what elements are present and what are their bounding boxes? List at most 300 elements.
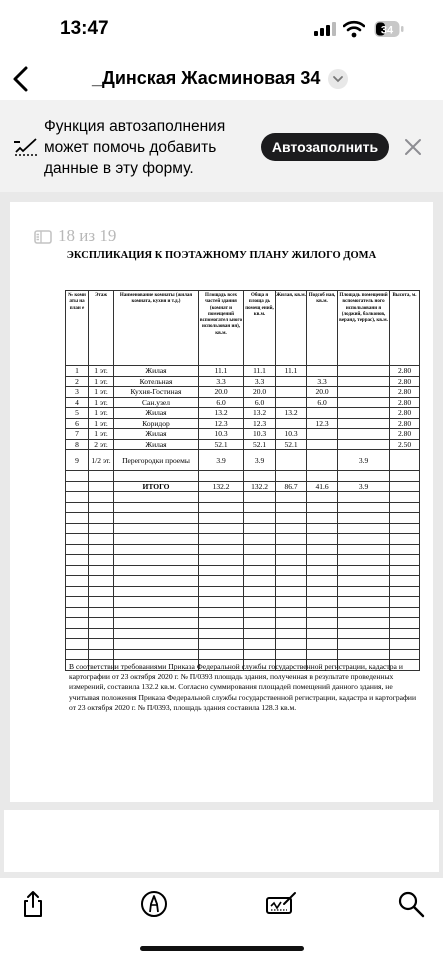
table-cell: [244, 555, 276, 566]
table-row: [66, 387, 420, 398]
table-cell: 11.1: [199, 366, 244, 377]
table-cell: [338, 555, 390, 566]
table-cell: [276, 544, 307, 555]
table-cell: [114, 628, 199, 639]
table-cell: [114, 639, 199, 650]
table-cell: [307, 534, 338, 545]
table-cell: 20.0: [244, 387, 276, 398]
table-cell: 3.9: [338, 481, 390, 492]
table-cell: [66, 523, 89, 534]
table-cell: Котельная: [114, 376, 199, 387]
table-cell: [338, 366, 390, 377]
table-cell: [199, 534, 244, 545]
table-header-row: [66, 291, 420, 366]
table-cell: [66, 513, 89, 524]
table-cell: [244, 639, 276, 650]
table-cell: [338, 649, 390, 660]
table-cell: [199, 586, 244, 597]
table-cell: [276, 607, 307, 618]
table-cell: [307, 492, 338, 503]
table-cell: 2.80: [390, 418, 420, 429]
document-viewer[interactable]: [0, 192, 443, 878]
table-cell: [89, 607, 114, 618]
table-cell: [66, 597, 89, 608]
table-cell: 20.0: [199, 387, 244, 398]
document-title[interactable]: _Динская Жасминовая 34: [92, 68, 321, 88]
table-cell: [307, 576, 338, 587]
table-cell: 9: [66, 450, 89, 471]
table-cell: 3.3: [244, 376, 276, 387]
table-cell: [66, 649, 89, 660]
table-cell: [66, 534, 89, 545]
table-cell: 86.7: [276, 481, 307, 492]
table-cell: [307, 639, 338, 650]
table-cell: 1 эт.: [89, 408, 114, 419]
table-cell: 2.80: [390, 397, 420, 408]
table-row: [66, 429, 420, 440]
table-row: [66, 366, 420, 377]
table-cell: [114, 544, 199, 555]
table-cell: [390, 544, 420, 555]
table-cell: [338, 523, 390, 534]
table-cell: [66, 544, 89, 555]
table-cell: [390, 481, 420, 492]
table-cell: [338, 618, 390, 629]
table-cell: [89, 534, 114, 545]
table-cell: [276, 639, 307, 650]
table-row: [66, 376, 420, 387]
table-cell: [199, 628, 244, 639]
table-cell: 1 эт.: [89, 418, 114, 429]
table-cell: [89, 586, 114, 597]
table-cell: [199, 544, 244, 555]
table-cell: 2 эт.: [89, 439, 114, 450]
table-cell: 5: [66, 408, 89, 419]
table-cell: Кухня-Гостиная: [114, 387, 199, 398]
autofill-button[interactable]: Автозаполнить: [261, 133, 389, 161]
table-cell: [66, 639, 89, 650]
table-cell: [390, 607, 420, 618]
table-cell: [390, 471, 420, 482]
table-cell: [307, 523, 338, 534]
table-cell: [390, 502, 420, 513]
table-cell: [199, 513, 244, 524]
table-cell: Коридор: [114, 418, 199, 429]
table-cell: [307, 586, 338, 597]
column-header: Площадь всех частей здания (комнат и помещений вспомогател ьного использован ия), кв.м.: [199, 291, 244, 366]
empty-table-row: [66, 576, 420, 587]
table-cell: [199, 618, 244, 629]
table-cell: [89, 597, 114, 608]
table-cell: [276, 471, 307, 482]
table-cell: 132.2: [244, 481, 276, 492]
table-cell: [244, 576, 276, 587]
table-cell: [89, 555, 114, 566]
empty-table-row: [66, 513, 420, 524]
table-cell: [307, 628, 338, 639]
table-cell: 20.0: [307, 387, 338, 398]
table-cell: [114, 523, 199, 534]
table-cell: 4: [66, 397, 89, 408]
table-cell: [390, 597, 420, 608]
table-cell: [199, 597, 244, 608]
chevron-down-icon: [328, 69, 348, 89]
table-cell: 2.80: [390, 366, 420, 377]
table-cell: Жилая: [114, 439, 199, 450]
table-row: [66, 418, 420, 429]
table-cell: [338, 429, 390, 440]
table-cell: 6: [66, 418, 89, 429]
table-cell: [338, 534, 390, 545]
table-cell: [276, 597, 307, 608]
document-heading: ЭКСПЛИКАЦИЯ К ПОЭТАЖНОМУ ПЛАНУ ЖИЛОГО ДОМА: [66, 250, 377, 261]
table-cell: 2.80: [390, 429, 420, 440]
page-counter: 18 из 19: [58, 226, 117, 245]
table-cell: 1 эт.: [89, 387, 114, 398]
table-cell: [89, 481, 114, 492]
table-cell: [276, 618, 307, 629]
table-cell: [276, 576, 307, 587]
empty-table-row: [66, 628, 420, 639]
table-cell: [199, 576, 244, 587]
table-cell: [66, 618, 89, 629]
table-cell: [89, 523, 114, 534]
table-cell: [338, 439, 390, 450]
table-cell: 2.80: [390, 408, 420, 419]
table-cell: [338, 639, 390, 650]
table-cell: [89, 565, 114, 576]
table-cell: [307, 544, 338, 555]
table-cell: [114, 513, 199, 524]
table-cell: [114, 597, 199, 608]
table-cell: [307, 366, 338, 377]
table-cell: [276, 450, 307, 471]
empty-table-row: [66, 618, 420, 629]
markup-pen-icon[interactable]: [140, 890, 168, 918]
table-row: [66, 481, 420, 492]
navigation-bar: [0, 60, 443, 100]
table-cell: [276, 586, 307, 597]
table-cell: 12.3: [307, 418, 338, 429]
table-cell: [244, 649, 276, 660]
table-cell: 1 эт.: [89, 376, 114, 387]
table-cell: [89, 576, 114, 587]
table-cell: [307, 471, 338, 482]
table-cell: [338, 492, 390, 503]
column-header: № комн аты на план е: [66, 291, 89, 366]
table-cell: [114, 471, 199, 482]
table-cell: [390, 576, 420, 587]
empty-table-row: [66, 649, 420, 660]
empty-table-row: [66, 534, 420, 545]
table-cell: 10.3: [244, 429, 276, 440]
table-cell: [66, 471, 89, 482]
table-cell: [114, 618, 199, 629]
status-bar: [0, 0, 443, 60]
table-cell: 132.2: [199, 481, 244, 492]
autofill-message: Функция автозаполнения может помочь добавить данные в эту форму.: [44, 118, 226, 177]
table-cell: 2.50: [390, 439, 420, 450]
table-cell: [338, 387, 390, 398]
table-cell: [307, 649, 338, 660]
form-fill-icon: [14, 138, 40, 156]
home-indicator: [140, 946, 304, 951]
table-cell: [338, 502, 390, 513]
table-cell: [114, 534, 199, 545]
table-cell: [244, 534, 276, 545]
table-cell: [276, 555, 307, 566]
table-cell: [199, 649, 244, 660]
table-cell: [244, 586, 276, 597]
table-cell: [276, 387, 307, 398]
table-cell: [89, 618, 114, 629]
column-header: Обща я площа дь помещ ений, кв.м.: [244, 291, 276, 366]
close-icon[interactable]: [404, 138, 422, 156]
table-cell: [114, 502, 199, 513]
table-row: [66, 471, 420, 482]
table-cell: [338, 607, 390, 618]
table-cell: [66, 565, 89, 576]
title-menu-button[interactable]: [328, 69, 348, 89]
table-cell: Жилая: [114, 366, 199, 377]
table-cell: [244, 607, 276, 618]
column-header: Подсоб ная, кв.м.: [307, 291, 338, 366]
table-cell: [199, 555, 244, 566]
table-cell: 6.0: [244, 397, 276, 408]
table-cell: [338, 628, 390, 639]
table-cell: [89, 502, 114, 513]
table-cell: 8: [66, 439, 89, 450]
table-cell: [276, 376, 307, 387]
next-page-preview: [4, 810, 439, 872]
table-cell: 3.3: [199, 376, 244, 387]
column-header: Жилая, кв.м.: [276, 291, 307, 366]
column-header: Высота, м.: [390, 291, 420, 366]
table-cell: 11.1: [276, 366, 307, 377]
table-cell: 13.2: [276, 408, 307, 419]
table-cell: [276, 565, 307, 576]
table-cell: [307, 450, 338, 471]
table-cell: [276, 534, 307, 545]
table-cell: 3.9: [199, 450, 244, 471]
share-icon[interactable]: [19, 890, 47, 918]
table-cell: [338, 408, 390, 419]
table-cell: Жилая: [114, 429, 199, 440]
table-cell: [66, 607, 89, 618]
table-cell: [114, 586, 199, 597]
table-cell: 1 эт.: [89, 366, 114, 377]
table-cell: [114, 607, 199, 618]
table-row: [66, 408, 420, 419]
document-note: В соответствии требованиями Приказа Федеральной службы государственной регистрации, кадастра и картографии от 23 октября 2020 г. № П/0393 площадь здания, полученная в результате проведенных измерений, составила 132.2 кв.м. Согласно суммирования площадей помещений данного здания, не учитывая положения Приказа Федеральной службы государственной регистрации, кадастра и картографии от 23 октября 2020 г. № П/0393, площадь здания составила 128.3 кв.м.: [69, 662, 417, 712]
table-cell: [276, 513, 307, 524]
table-cell: [390, 586, 420, 597]
table-cell: [390, 649, 420, 660]
search-icon[interactable]: [397, 890, 425, 918]
table-cell: 3: [66, 387, 89, 398]
table-cell: [338, 397, 390, 408]
empty-table-row: [66, 544, 420, 555]
table-cell: [244, 471, 276, 482]
table-cell: [66, 586, 89, 597]
table-cell: 1 эт.: [89, 397, 114, 408]
table-cell: 13.2: [244, 408, 276, 419]
table-cell: [338, 597, 390, 608]
table-cell: [244, 502, 276, 513]
table-cell: [390, 618, 420, 629]
table-cell: [276, 649, 307, 660]
table-row: [66, 439, 420, 450]
table-cell: [307, 565, 338, 576]
table-cell: [114, 576, 199, 587]
table-cell: [390, 628, 420, 639]
empty-table-row: [66, 523, 420, 534]
table-cell: [199, 471, 244, 482]
table-cell: [244, 628, 276, 639]
table-cell: Перегородки проемы: [114, 450, 199, 471]
table-cell: 3.3: [307, 376, 338, 387]
table-row: [66, 450, 420, 471]
table-cell: [307, 513, 338, 524]
column-header: Наименование комнаты (жилая комната, кухня и т.д.): [114, 291, 199, 366]
page-thumbnail-icon[interactable]: [34, 230, 52, 244]
table-cell: 13.2: [199, 408, 244, 419]
column-header: Площадь помещений вспомогатель ного использовани я (лоджий, балконов, веранд, террас), кв.м.: [338, 291, 390, 366]
table-cell: [338, 376, 390, 387]
table-cell: [276, 397, 307, 408]
document-page: [10, 202, 433, 802]
table-cell: [89, 639, 114, 650]
table-cell: [244, 513, 276, 524]
table-cell: 1/2 эт.: [89, 450, 114, 471]
table-cell: [307, 429, 338, 440]
table-cell: [89, 492, 114, 503]
table-cell: [244, 492, 276, 503]
table-cell: 2.80: [390, 387, 420, 398]
table-cell: 2: [66, 376, 89, 387]
table-cell: [244, 565, 276, 576]
table-cell: [338, 576, 390, 587]
table-cell: [89, 628, 114, 639]
table-cell: [390, 513, 420, 524]
status-time: 13:47: [60, 18, 109, 39]
table-cell: [66, 492, 89, 503]
table-cell: [89, 471, 114, 482]
battery-icon: [374, 20, 404, 38]
table-cell: [114, 555, 199, 566]
empty-table-row: [66, 492, 420, 503]
table-cell: 6.0: [307, 397, 338, 408]
table-cell: 52.1: [199, 439, 244, 450]
empty-table-row: [66, 555, 420, 566]
table-cell: [89, 513, 114, 524]
table-cell: 52.1: [276, 439, 307, 450]
battery-level: 34: [380, 24, 394, 37]
table-cell: [390, 492, 420, 503]
table-cell: [199, 607, 244, 618]
table-cell: [338, 565, 390, 576]
table-cell: [244, 597, 276, 608]
table-cell: [307, 439, 338, 450]
table-cell: [66, 481, 89, 492]
table-cell: 7: [66, 429, 89, 440]
table-cell: [66, 628, 89, 639]
wifi-icon: [343, 20, 365, 38]
table-cell: [89, 649, 114, 660]
table-cell: [199, 502, 244, 513]
table-cell: [276, 492, 307, 503]
signature-icon[interactable]: [266, 890, 298, 918]
table-cell: [114, 492, 199, 503]
table-cell: [244, 523, 276, 534]
table-cell: [338, 544, 390, 555]
empty-table-row: [66, 502, 420, 513]
table-cell: ИТОГО: [114, 481, 199, 492]
table-cell: [114, 649, 199, 660]
empty-table-row: [66, 639, 420, 650]
table-cell: 11.1: [244, 366, 276, 377]
table-cell: Жилая: [114, 408, 199, 419]
table-cell: [338, 513, 390, 524]
table-cell: 10.3: [276, 429, 307, 440]
table-cell: [338, 471, 390, 482]
table-cell: [199, 523, 244, 534]
table-cell: 12.3: [199, 418, 244, 429]
table-cell: [307, 502, 338, 513]
table-cell: 1: [66, 366, 89, 377]
table-cell: [244, 618, 276, 629]
table-cell: [390, 555, 420, 566]
table-cell: [338, 586, 390, 597]
autofill-banner: [0, 100, 443, 192]
table-cell: [307, 607, 338, 618]
column-header: Этаж: [89, 291, 114, 366]
table-cell: [390, 523, 420, 534]
table-row: [66, 397, 420, 408]
empty-table-row: [66, 586, 420, 597]
table-cell: [338, 418, 390, 429]
table-cell: [390, 639, 420, 650]
table-cell: 6.0: [199, 397, 244, 408]
table-cell: [307, 597, 338, 608]
table-cell: 2.80: [390, 376, 420, 387]
table-cell: 10.3: [199, 429, 244, 440]
table-cell: [276, 523, 307, 534]
table-cell: [66, 502, 89, 513]
table-cell: [307, 618, 338, 629]
table-cell: [244, 544, 276, 555]
table-cell: 3.9: [338, 450, 390, 471]
empty-table-row: [66, 565, 420, 576]
table-cell: 52.1: [244, 439, 276, 450]
empty-table-row: [66, 597, 420, 608]
explication-table: [65, 290, 420, 671]
table-cell: [199, 492, 244, 503]
table-cell: [390, 534, 420, 545]
table-cell: [66, 576, 89, 587]
table-cell: [390, 450, 420, 471]
table-cell: [114, 565, 199, 576]
table-cell: [276, 628, 307, 639]
table-cell: [66, 555, 89, 566]
table-cell: [276, 418, 307, 429]
table-cell: [199, 639, 244, 650]
table-cell: [390, 565, 420, 576]
empty-table-row: [66, 607, 420, 618]
back-chevron-icon[interactable]: [10, 62, 34, 96]
table-cell: [307, 408, 338, 419]
table-cell: [307, 555, 338, 566]
